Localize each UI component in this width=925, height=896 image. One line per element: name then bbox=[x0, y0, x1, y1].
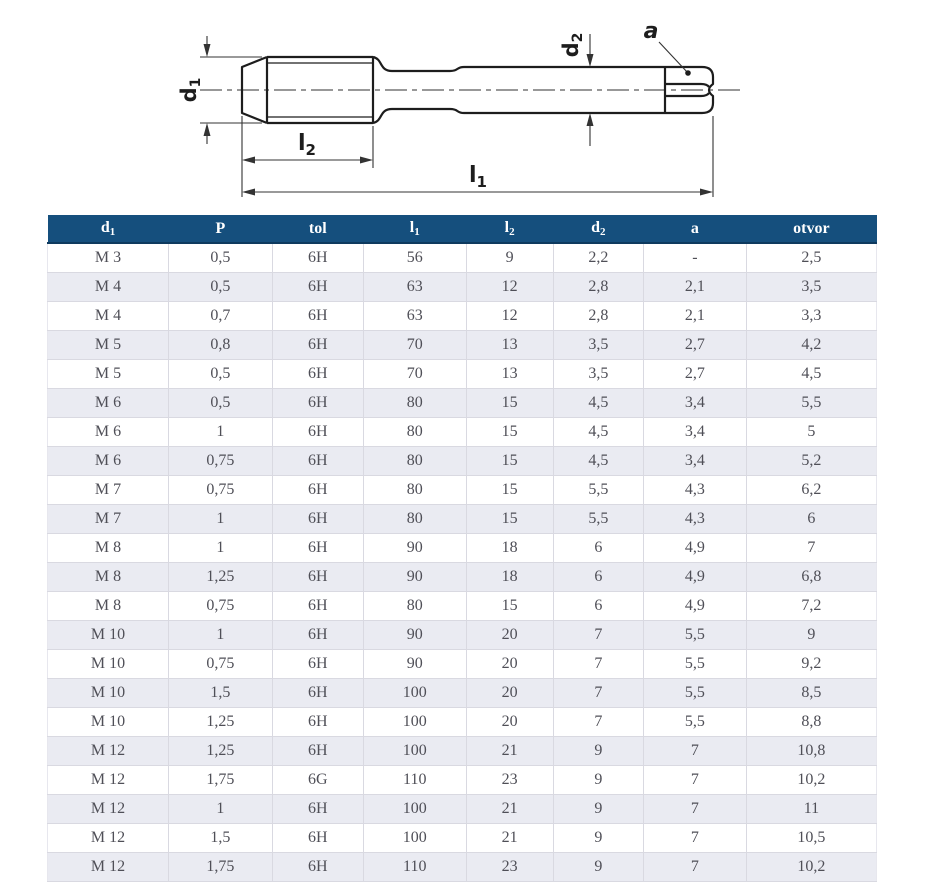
table-cell: 4,2 bbox=[746, 331, 876, 360]
table-cell: 6H bbox=[272, 824, 363, 853]
column-header-otvor: otvor bbox=[746, 215, 876, 243]
table-cell: 1,5 bbox=[169, 679, 273, 708]
table-cell: 6H bbox=[272, 563, 363, 592]
dim-label-d2: d2 bbox=[559, 32, 586, 58]
table-cell: 12 bbox=[466, 302, 553, 331]
table-cell: 0,5 bbox=[169, 243, 273, 273]
table-cell: 100 bbox=[363, 824, 466, 853]
table-row bbox=[48, 795, 877, 824]
table-row bbox=[48, 563, 877, 592]
table-cell: 1,75 bbox=[169, 853, 273, 882]
table-cell: 2,2 bbox=[553, 243, 643, 273]
table-row bbox=[48, 621, 877, 650]
table-cell: M 12 bbox=[48, 824, 169, 853]
table-cell: 5,5 bbox=[553, 505, 643, 534]
table-cell: 1 bbox=[169, 534, 273, 563]
table-cell: 15 bbox=[466, 592, 553, 621]
table-cell: 0,5 bbox=[169, 360, 273, 389]
column-header-p: P bbox=[169, 215, 273, 243]
table-cell: 6H bbox=[272, 650, 363, 679]
table-cell: 6H bbox=[272, 273, 363, 302]
table-header-row bbox=[48, 215, 877, 243]
table-cell: 3,4 bbox=[644, 389, 747, 418]
table-cell: 9 bbox=[746, 621, 876, 650]
table-cell: 6H bbox=[272, 795, 363, 824]
table-cell: M 6 bbox=[48, 418, 169, 447]
table-cell: 6H bbox=[272, 737, 363, 766]
table-cell: 2,7 bbox=[644, 360, 747, 389]
table-cell: 21 bbox=[466, 737, 553, 766]
dim-label-l1: $l_1$ bbox=[469, 163, 487, 191]
table-cell: 3,5 bbox=[553, 331, 643, 360]
table-cell: 1,5 bbox=[169, 824, 273, 853]
table-cell: M 12 bbox=[48, 795, 169, 824]
table-cell: 18 bbox=[466, 563, 553, 592]
column-header-l2: $l_2$ bbox=[466, 215, 553, 243]
table-cell: 9 bbox=[553, 795, 643, 824]
table-cell: 6H bbox=[272, 389, 363, 418]
table-cell: M 4 bbox=[48, 273, 169, 302]
table-cell: 4,9 bbox=[644, 592, 747, 621]
table-cell: 56 bbox=[363, 243, 466, 273]
table-cell: 5,5 bbox=[553, 476, 643, 505]
table-cell: 80 bbox=[363, 418, 466, 447]
table-cell: 80 bbox=[363, 447, 466, 476]
table-cell: 4,9 bbox=[644, 534, 747, 563]
table-cell: 4,3 bbox=[644, 476, 747, 505]
table-cell: 4,5 bbox=[746, 360, 876, 389]
table-cell: 6,8 bbox=[746, 563, 876, 592]
table-cell: 15 bbox=[466, 447, 553, 476]
table-cell: 6,2 bbox=[746, 476, 876, 505]
table-cell: 100 bbox=[363, 708, 466, 737]
table-cell: 5,5 bbox=[746, 389, 876, 418]
table-cell: 2,5 bbox=[746, 243, 876, 273]
table-row bbox=[48, 766, 877, 795]
table-cell: 100 bbox=[363, 679, 466, 708]
dim-label-l2: $l_2$ bbox=[298, 131, 316, 159]
table-cell: 5,5 bbox=[644, 679, 747, 708]
table-cell: 70 bbox=[363, 331, 466, 360]
table-row bbox=[48, 389, 877, 418]
table-cell: 10,5 bbox=[746, 824, 876, 853]
table-cell: 6H bbox=[272, 243, 363, 273]
table-cell: 10,2 bbox=[746, 853, 876, 882]
table-cell: 100 bbox=[363, 795, 466, 824]
table-cell: 110 bbox=[363, 766, 466, 795]
table-cell: 2,7 bbox=[644, 331, 747, 360]
table-cell: M 12 bbox=[48, 766, 169, 795]
table-cell: 10,8 bbox=[746, 737, 876, 766]
table-cell: 9,2 bbox=[746, 650, 876, 679]
table-row bbox=[48, 476, 877, 505]
table-cell: 90 bbox=[363, 563, 466, 592]
table-row bbox=[48, 853, 877, 882]
table-cell: 10,2 bbox=[746, 766, 876, 795]
tap-spec-table bbox=[47, 215, 877, 882]
column-header-l1: $l_1$ bbox=[363, 215, 466, 243]
table-cell: 15 bbox=[466, 418, 553, 447]
table-cell: 7 bbox=[553, 621, 643, 650]
table-row bbox=[48, 418, 877, 447]
table-cell: 6H bbox=[272, 418, 363, 447]
table-cell: 3,4 bbox=[644, 418, 747, 447]
spec-table-container bbox=[47, 215, 877, 882]
table-row bbox=[48, 592, 877, 621]
table-cell: M 12 bbox=[48, 853, 169, 882]
table-row bbox=[48, 302, 877, 331]
table-cell: 90 bbox=[363, 534, 466, 563]
table-cell: 1,75 bbox=[169, 766, 273, 795]
table-cell: 18 bbox=[466, 534, 553, 563]
table-cell: 21 bbox=[466, 824, 553, 853]
table-cell: 3,5 bbox=[746, 273, 876, 302]
table-cell: 80 bbox=[363, 505, 466, 534]
table-cell: 20 bbox=[466, 650, 553, 679]
table-cell: 15 bbox=[466, 476, 553, 505]
table-cell: 2,8 bbox=[553, 273, 643, 302]
table-cell: - bbox=[644, 243, 747, 273]
table-cell: M 8 bbox=[48, 534, 169, 563]
table-row bbox=[48, 737, 877, 766]
table-cell: 6H bbox=[272, 853, 363, 882]
table-cell: 13 bbox=[466, 331, 553, 360]
table-cell: 80 bbox=[363, 592, 466, 621]
table-cell: 70 bbox=[363, 360, 466, 389]
table-cell: M 7 bbox=[48, 505, 169, 534]
table-cell: 15 bbox=[466, 389, 553, 418]
table-cell: 9 bbox=[553, 824, 643, 853]
table-row bbox=[48, 505, 877, 534]
table-cell: 2,8 bbox=[553, 302, 643, 331]
table-row bbox=[48, 331, 877, 360]
column-header-d2: $d_2$ bbox=[553, 215, 643, 243]
table-row bbox=[48, 447, 877, 476]
column-header-a: a bbox=[644, 215, 747, 243]
table-row bbox=[48, 679, 877, 708]
table-cell: 7 bbox=[746, 534, 876, 563]
table-cell: M 5 bbox=[48, 360, 169, 389]
table-cell: 21 bbox=[466, 795, 553, 824]
table-cell: 7 bbox=[553, 708, 643, 737]
table-cell: 5,5 bbox=[644, 708, 747, 737]
table-cell: 8,8 bbox=[746, 708, 876, 737]
table-cell: 9 bbox=[553, 737, 643, 766]
table-cell: 23 bbox=[466, 853, 553, 882]
table-row bbox=[48, 360, 877, 389]
table-cell: 0,5 bbox=[169, 389, 273, 418]
table-cell: 0,75 bbox=[169, 650, 273, 679]
table-cell: M 8 bbox=[48, 563, 169, 592]
table-cell: M 10 bbox=[48, 650, 169, 679]
table-row bbox=[48, 650, 877, 679]
table-cell: 6H bbox=[272, 592, 363, 621]
table-cell: 110 bbox=[363, 853, 466, 882]
table-cell: 6 bbox=[553, 534, 643, 563]
table-cell: M 7 bbox=[48, 476, 169, 505]
table-cell: 4,3 bbox=[644, 505, 747, 534]
table-cell: 6 bbox=[746, 505, 876, 534]
table-cell: 0,8 bbox=[169, 331, 273, 360]
table-cell: 4,9 bbox=[644, 563, 747, 592]
table-cell: 20 bbox=[466, 621, 553, 650]
table-cell: 11 bbox=[746, 795, 876, 824]
table-cell: 6H bbox=[272, 447, 363, 476]
table-cell: 1,25 bbox=[169, 708, 273, 737]
table-cell: 7 bbox=[644, 824, 747, 853]
table-cell: 63 bbox=[363, 273, 466, 302]
table-cell: 0,75 bbox=[169, 476, 273, 505]
table-cell: 6H bbox=[272, 476, 363, 505]
table-cell: 7,2 bbox=[746, 592, 876, 621]
table-cell: 5,5 bbox=[644, 650, 747, 679]
table-cell: 90 bbox=[363, 621, 466, 650]
table-cell: 0,7 bbox=[169, 302, 273, 331]
table-cell: 6H bbox=[272, 302, 363, 331]
table-cell: M 10 bbox=[48, 621, 169, 650]
table-row bbox=[48, 243, 877, 273]
dim-label-d1: d1 bbox=[177, 77, 204, 103]
table-cell: M 12 bbox=[48, 737, 169, 766]
table-cell: 1 bbox=[169, 795, 273, 824]
table-cell: 6H bbox=[272, 679, 363, 708]
table-cell: 0,75 bbox=[169, 592, 273, 621]
table-cell: 7 bbox=[644, 737, 747, 766]
table-cell: 15 bbox=[466, 505, 553, 534]
table-cell: 20 bbox=[466, 679, 553, 708]
table-cell: 9 bbox=[466, 243, 553, 273]
table-cell: 2,1 bbox=[644, 302, 747, 331]
table-row bbox=[48, 824, 877, 853]
table-cell: 6H bbox=[272, 534, 363, 563]
table-cell: 7 bbox=[553, 679, 643, 708]
table-cell: 80 bbox=[363, 389, 466, 418]
table-cell: 4,5 bbox=[553, 447, 643, 476]
table-cell: 90 bbox=[363, 650, 466, 679]
table-cell: 12 bbox=[466, 273, 553, 302]
table-cell: 7 bbox=[644, 766, 747, 795]
table-row bbox=[48, 273, 877, 302]
table-cell: 7 bbox=[553, 650, 643, 679]
table-cell: 63 bbox=[363, 302, 466, 331]
table-cell: 5 bbox=[746, 418, 876, 447]
tap-drawing-svg bbox=[0, 0, 925, 215]
dim-label-a: a bbox=[643, 19, 659, 44]
leader-a-line bbox=[659, 42, 688, 73]
tap-technical-drawing bbox=[0, 0, 925, 215]
table-cell: 1,25 bbox=[169, 737, 273, 766]
table-cell: 3,4 bbox=[644, 447, 747, 476]
table-row bbox=[48, 534, 877, 563]
table-cell: 6H bbox=[272, 331, 363, 360]
table-cell: 6 bbox=[553, 592, 643, 621]
column-header-tol: tol bbox=[272, 215, 363, 243]
table-cell: 9 bbox=[553, 853, 643, 882]
table-row bbox=[48, 708, 877, 737]
table-cell: 0,5 bbox=[169, 273, 273, 302]
table-cell: 5,5 bbox=[644, 621, 747, 650]
table-cell: 20 bbox=[466, 708, 553, 737]
table-cell: 1 bbox=[169, 418, 273, 447]
table-cell: 3,3 bbox=[746, 302, 876, 331]
table-cell: 6G bbox=[272, 766, 363, 795]
table-cell: M 6 bbox=[48, 447, 169, 476]
table-cell: 0,75 bbox=[169, 447, 273, 476]
table-cell: 6H bbox=[272, 505, 363, 534]
column-header-d1: $d_1$ bbox=[48, 215, 169, 243]
table-cell: M 5 bbox=[48, 331, 169, 360]
table-cell: 5,2 bbox=[746, 447, 876, 476]
table-cell: 4,5 bbox=[553, 418, 643, 447]
table-cell: 6H bbox=[272, 621, 363, 650]
table-cell: M 4 bbox=[48, 302, 169, 331]
table-cell: M 3 bbox=[48, 243, 169, 273]
table-cell: 7 bbox=[644, 853, 747, 882]
table-cell: 13 bbox=[466, 360, 553, 389]
table-cell: 3,5 bbox=[553, 360, 643, 389]
table-cell: 23 bbox=[466, 766, 553, 795]
table-cell: 8,5 bbox=[746, 679, 876, 708]
table-cell: 2,1 bbox=[644, 273, 747, 302]
leader-a-dot bbox=[685, 70, 691, 76]
table-cell: M 6 bbox=[48, 389, 169, 418]
table-cell: 6H bbox=[272, 708, 363, 737]
table-cell: 7 bbox=[644, 795, 747, 824]
table-cell: 4,5 bbox=[553, 389, 643, 418]
table-cell: 100 bbox=[363, 737, 466, 766]
table-cell: 9 bbox=[553, 766, 643, 795]
table-cell: M 10 bbox=[48, 679, 169, 708]
table-cell: M 10 bbox=[48, 708, 169, 737]
table-cell: 1 bbox=[169, 621, 273, 650]
table-body bbox=[48, 243, 877, 882]
table-cell: M 8 bbox=[48, 592, 169, 621]
table-cell: 6 bbox=[553, 563, 643, 592]
table-cell: 80 bbox=[363, 476, 466, 505]
table-cell: 1 bbox=[169, 505, 273, 534]
table-cell: 1,25 bbox=[169, 563, 273, 592]
table-cell: 6H bbox=[272, 360, 363, 389]
